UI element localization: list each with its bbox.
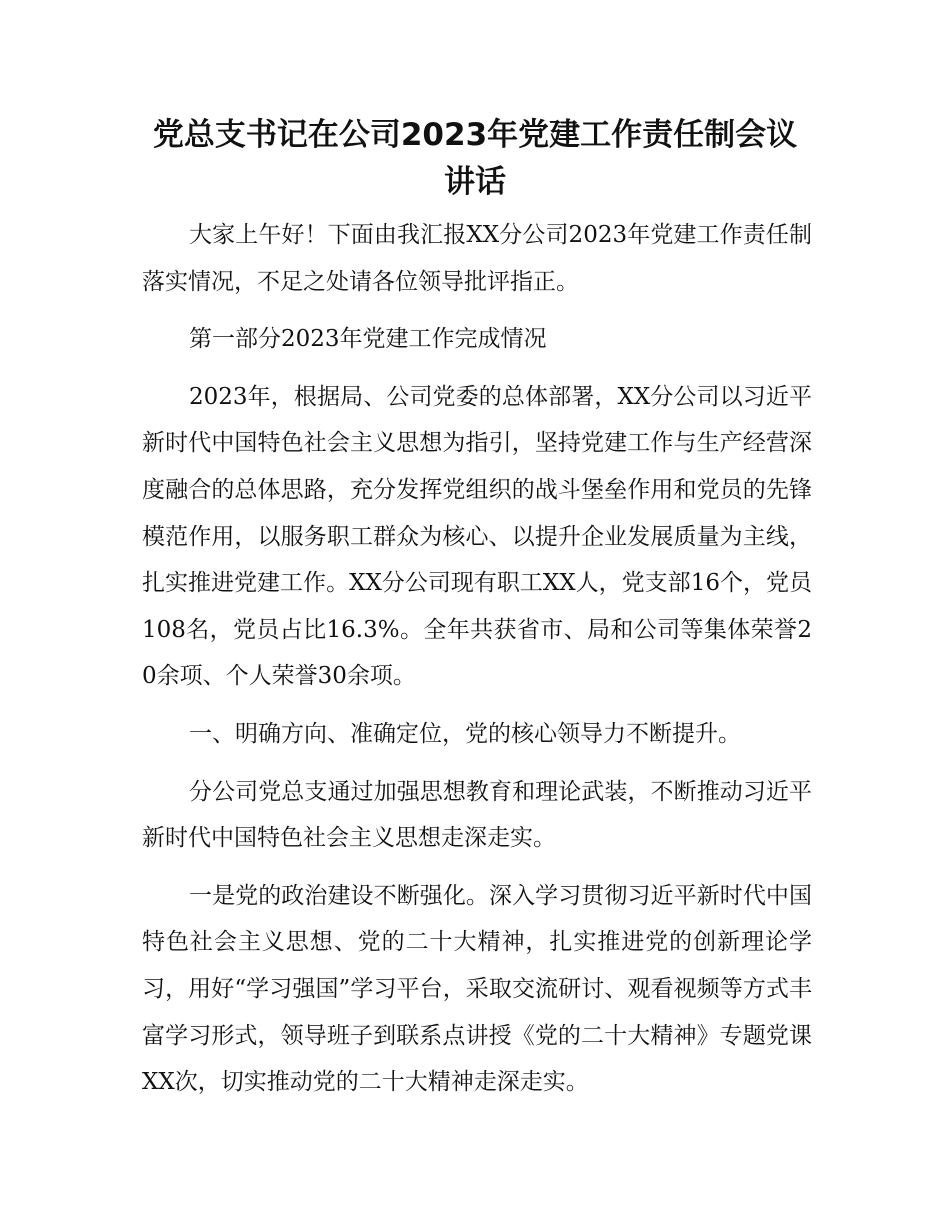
section-heading-part-one: 第一部分2023年党建工作完成情况 [189,326,547,353]
document-body [142,212,812,1106]
document-title-line-1: 党总支书记在公司2023年党建工作责任制会议 [152,117,798,153]
political-building-paragraph: 一是党的政治建设不断强化。深入学习贯彻习近平新时代中国特色社会主义思想、党的二十大精神，扎实推进党的创新理论学习，用好“学习强国”学习平台，采取交流研讨、观看视频等方式丰富学习形式，领导班子到联系点讲授《党的二十大精神》专题党课XX次，切实推动党的二十大精神走深走实。 [142,882,812,1096]
paragraph-gap [142,758,812,769]
paragraph-gap [142,700,812,711]
greeting-paragraph: 大家上午好！下面由我汇报XX分公司2023年党建工作责任制落实情况，不足之处请各位领导批评指正。 [142,222,812,295]
subsection-heading-one: 一、明确方向、准确定位，党的核心领导力不断提升。 [189,720,741,747]
paragraph-gap [142,862,812,873]
theory-paragraph: 分公司党总支通过加强思想教育和理论武装，不断推动习近平新时代中国特色社会主义思想走深走实。 [142,778,812,852]
paragraph-gap [142,305,812,316]
document-title-line-2: 讲话 [444,164,506,200]
paragraph-gap [142,363,812,374]
overview-paragraph: 2023年，根据局、公司党委的总体部署，XX分公司以习近平新时代中国特色社会主义思想为指引，坚持党建工作与生产经营深度融合的总体思路，充分发挥党组织的战斗堡垒作用和党员的先锋模范作用，以服务职工群众为核心、以提升企业发展质量为主线，扎实推进党建工作。XX分公司现有职工XX人，党支部16个，党员108名，党员占比16.3%。全年共获省市、局和公司等集体荣誉20余项、个人荣誉30余项。 [142,383,812,690]
